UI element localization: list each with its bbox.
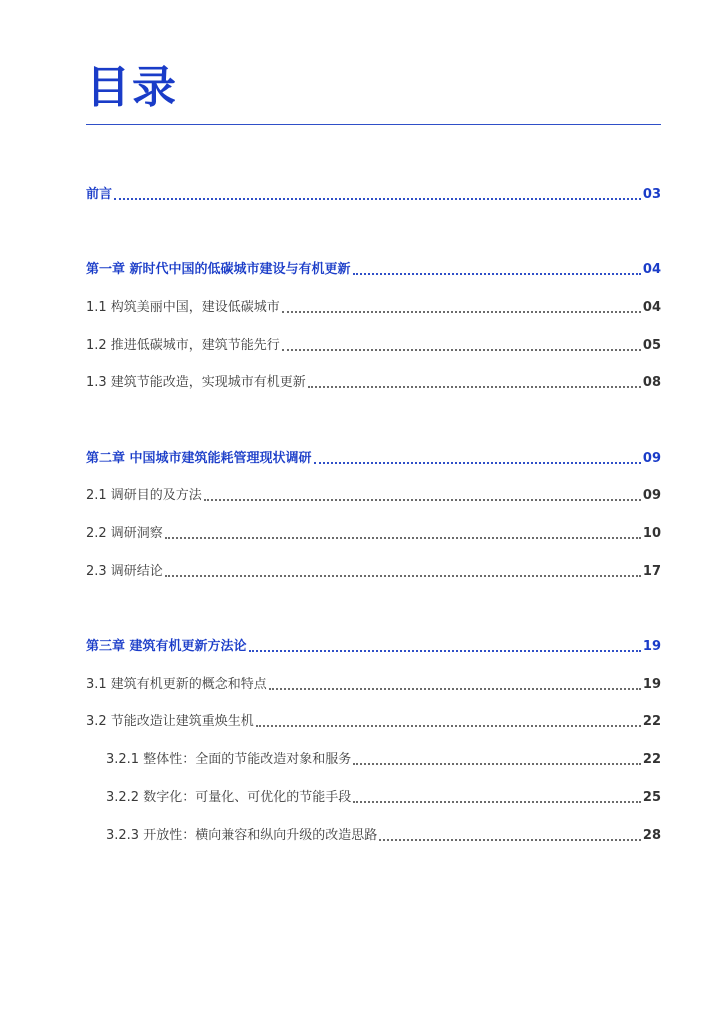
toc-entry-chapter-3[interactable] (86, 636, 661, 656)
toc-page-number: 03 (642, 187, 661, 202)
dot-leader (353, 273, 641, 275)
toc-entry-1-3[interactable] (86, 372, 661, 392)
toc-entry-1-2[interactable] (86, 335, 661, 355)
toc-entry-label: 3.1 建筑有机更新的概念和特点 (86, 677, 267, 692)
toc-page-number: 09 (642, 488, 661, 503)
toc-entry-preface[interactable] (86, 184, 661, 204)
toc-page-number: 22 (642, 752, 661, 767)
toc-page-number: 09 (642, 451, 661, 466)
toc-entry-3-2-2[interactable] (106, 787, 661, 807)
toc-page-number: 19 (642, 639, 661, 654)
dot-leader (165, 575, 641, 577)
toc-entry-label: 3.2.1 整体性：全面的节能改造对象和服务 (106, 752, 352, 767)
toc-page-number: 25 (642, 790, 661, 805)
dot-leader (379, 839, 641, 841)
toc-page-number: 04 (642, 300, 661, 315)
toc-entry-label: 3.2 节能改造让建筑重焕生机 (86, 714, 254, 729)
toc-entry-chapter-1[interactable] (86, 259, 661, 279)
toc-page-number: 28 (642, 828, 661, 843)
toc-entry-label: 第二章 中国城市建筑能耗管理现状调研 (86, 451, 312, 466)
toc-page-number: 10 (642, 526, 661, 541)
toc-entry-2-2[interactable] (86, 523, 661, 543)
toc-entry-label: 2.3 调研结论 (86, 564, 163, 579)
toc-entry-label: 第三章 建筑有机更新方法论 (86, 639, 247, 654)
toc-entry-label: 1.1 构筑美丽中国，建设低碳城市 (86, 300, 280, 315)
toc-entry-3-2[interactable] (86, 711, 661, 731)
dot-leader (353, 801, 641, 803)
toc-page-number: 19 (642, 677, 661, 692)
toc-entry-label: 1.2 推进低碳城市，建筑节能先行 (86, 338, 280, 353)
dot-leader (249, 650, 641, 652)
toc-entry-label: 1.3 建筑节能改造，实现城市有机更新 (86, 375, 306, 390)
toc-page-number: 05 (642, 338, 661, 353)
toc-entry-label: 3.2.3 开放性：横向兼容和纵向升级的改造思路 (106, 828, 378, 843)
dot-leader (114, 198, 641, 200)
toc-entry-2-1[interactable] (86, 485, 661, 505)
dot-leader (282, 349, 641, 351)
dot-leader (353, 763, 641, 765)
toc-entry-label: 2.2 调研洞察 (86, 526, 163, 541)
dot-leader (204, 499, 641, 501)
toc-page-number: 22 (642, 714, 661, 729)
dot-leader (256, 725, 641, 727)
toc-entry-1-1[interactable] (86, 297, 661, 317)
toc-page-number: 04 (642, 262, 661, 277)
dot-leader (165, 537, 641, 539)
toc-entry-label: 前言 (86, 187, 113, 202)
dot-leader (308, 386, 641, 388)
toc-entry-label: 第一章 新时代中国的低碳城市建设与有机更新 (86, 262, 351, 277)
page-title: 目录 (86, 62, 178, 113)
toc-entry-label: 2.1 调研目的及方法 (86, 488, 202, 503)
toc-entry-3-2-3[interactable] (106, 825, 661, 845)
toc-entry-2-3[interactable] (86, 561, 661, 581)
dot-leader (269, 688, 641, 690)
toc-entry-3-1[interactable] (86, 674, 661, 694)
title-divider (86, 124, 661, 125)
dot-leader (314, 462, 641, 464)
toc-page-number: 08 (642, 375, 661, 390)
toc-entry-chapter-2[interactable] (86, 448, 661, 468)
dot-leader (282, 311, 641, 313)
toc-entry-label: 3.2.2 数字化：可量化、可优化的节能手段 (106, 790, 352, 805)
toc-page-number: 17 (642, 564, 661, 579)
toc-entry-3-2-1[interactable] (106, 749, 661, 769)
